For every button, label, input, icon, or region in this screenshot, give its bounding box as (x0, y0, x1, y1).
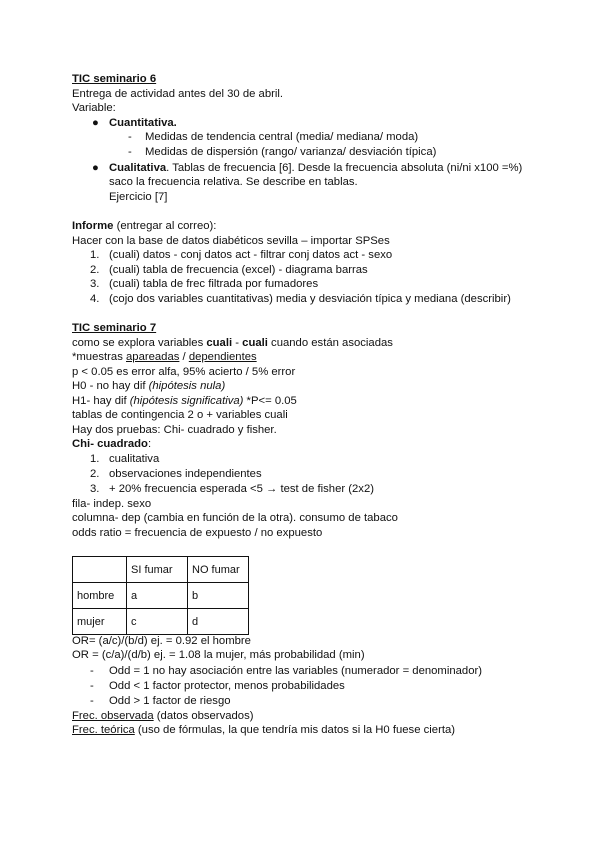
text-run: : (147, 438, 152, 450)
table-cell (73, 557, 127, 583)
chi-item: + 20% frecuencia esperada <5 → test de fisher (2x2) (109, 483, 374, 495)
odd-item: Odd > 1 factor de riesgo (109, 695, 231, 707)
dash-icon: - (90, 665, 94, 677)
chi-item: observaciones independientes (109, 468, 262, 480)
text-run-underline: Frec. teórica (72, 724, 135, 736)
list-number: 2. (90, 468, 100, 480)
entrega-line: Entrega de actividad antes del 30 de abril. (72, 88, 284, 100)
bullet-dot-icon: ● (92, 117, 99, 129)
table-row (73, 583, 249, 609)
table-cell: b (188, 583, 249, 609)
text-run: como se explora variables (72, 337, 207, 349)
variable-label: Variable: (72, 102, 116, 114)
chi-item: cualitativa (109, 453, 160, 465)
informe-item: (cuali) tabla de frec filtrada por fumadores (109, 278, 319, 290)
informe-item: (cojo dos variables cuantitativas) media y desviación típica y mediana (describir) (109, 293, 511, 305)
text-run-underline: Frec. observada (72, 710, 154, 722)
table-row-label: hombre (73, 583, 127, 609)
informe-label-rest: (entregar al correo): (113, 220, 217, 232)
cualitativa-text-cont: saco la frecuencia relativa. Se describe en tablas. (109, 176, 358, 188)
odds-line: odds ratio = frecuencia de expuesto / no expuesto (72, 527, 323, 539)
muestras-line (72, 350, 257, 364)
list-number: 3. (90, 483, 100, 495)
pruebas-line: Hay dos pruebas: Chi- cuadrado y fisher. (72, 424, 277, 436)
text-run-bold: cuali (242, 337, 268, 349)
text-run-italic: (hipótesis significativa) (129, 395, 244, 407)
text-run: / (179, 351, 189, 363)
fila-line: fila- indep. sexo (72, 498, 152, 510)
ejercicio-line: Ejercicio [7] (109, 191, 168, 203)
cuanti-item: Medidas de dispersión (rango/ varianza/ desviación típica) (145, 146, 437, 158)
text-run: (datos observados) (153, 710, 254, 722)
dash-icon: - (128, 131, 132, 143)
p-value-line: p < 0.05 es error alfa, 95% acierto / 5% error (72, 366, 296, 378)
bullet-dot-icon: ● (92, 162, 99, 174)
informe-heading (72, 219, 216, 233)
cualitativa-label: Cualitativa (109, 162, 167, 174)
h1-line (72, 394, 297, 408)
dash-icon: - (128, 146, 132, 158)
informe-intro: Hacer con la base de datos diabéticos sevilla – importar SPSes (72, 235, 390, 247)
chi-label: Chi- cuadrado (72, 438, 148, 450)
text-run-italic: (hipótesis nula) (148, 380, 226, 392)
table-cell: c (127, 609, 188, 635)
chi-heading (72, 437, 151, 451)
dash-icon: - (90, 680, 94, 692)
text-run: H0 - no hay dif (72, 380, 149, 392)
text-run: *muestras (72, 351, 126, 363)
list-number: 3. (90, 278, 100, 290)
seminario-7-title: TIC seminario 7 (72, 322, 157, 334)
odd-item: Odd < 1 factor protector, menos probabilidades (109, 680, 345, 692)
text-run-underline: apareadas (126, 351, 180, 363)
or-hombre-line: OR= (a/c)/(b/d) ej. = 0.92 el hombre (72, 635, 251, 647)
text-run-underline: dependientes (188, 351, 257, 363)
cualitativa-line (109, 161, 522, 175)
cuali-cuali-line (72, 336, 393, 350)
text-run: *P<= 0.05 (243, 395, 297, 407)
table-cell: d (188, 609, 249, 635)
text-run: - (232, 337, 243, 349)
frec-observada-line (72, 709, 253, 723)
informe-item: (cuali) tabla de frecuencia (excel) - diagrama barras (109, 264, 368, 276)
informe-item: (cuali) datos - conj datos act - filtrar conj datos act - sexo (109, 249, 393, 261)
seminario-6-title: TIC seminario 6 (72, 73, 157, 85)
table-row (73, 609, 249, 635)
frec-teorica-line (72, 723, 455, 737)
cuantitativa-label: Cuantitativa. (109, 117, 177, 129)
informe-label: Informe (72, 220, 114, 232)
odd-item: Odd = 1 no hay asociación entre las variables (numerador = denominador) (109, 665, 483, 677)
text-run-bold: cuali (206, 337, 233, 349)
tablas-line: tablas de contingencia 2 o + variables cuali (72, 409, 288, 421)
list-number: 1. (90, 453, 100, 465)
or-mujer-line: OR = (c/a)/(d/b) ej. = 1.08 la mujer, más probabilidad (min) (72, 649, 365, 661)
list-number: 2. (90, 264, 100, 276)
cualitativa-text: . Tablas de frecuencia [6]. Desde la frecuencia absoluta (ni/ni x100 =%) (166, 162, 523, 174)
text-run: cuando están asociadas (267, 337, 393, 349)
table-header-cell: NO fumar (188, 557, 249, 583)
cuanti-item: Medidas de tendencia central (media/ mediana/ moda) (145, 131, 419, 143)
h0-line (72, 379, 225, 393)
list-number: 1. (90, 249, 100, 261)
table-header-row (73, 557, 249, 583)
text-run: (uso de fórmulas, la que tendría mis datos si la H0 fuese cierta) (134, 724, 456, 736)
list-number: 4. (90, 293, 100, 305)
table-cell: a (127, 583, 188, 609)
table-row-label: mujer (73, 609, 127, 635)
text-run: H1- hay dif (72, 395, 130, 407)
columna-line: columna- dep (cambia en función de la otra). consumo de tabaco (72, 512, 398, 524)
dash-icon: - (90, 695, 94, 707)
table-header-cell: SI fumar (127, 557, 188, 583)
contingency-table (72, 556, 249, 635)
